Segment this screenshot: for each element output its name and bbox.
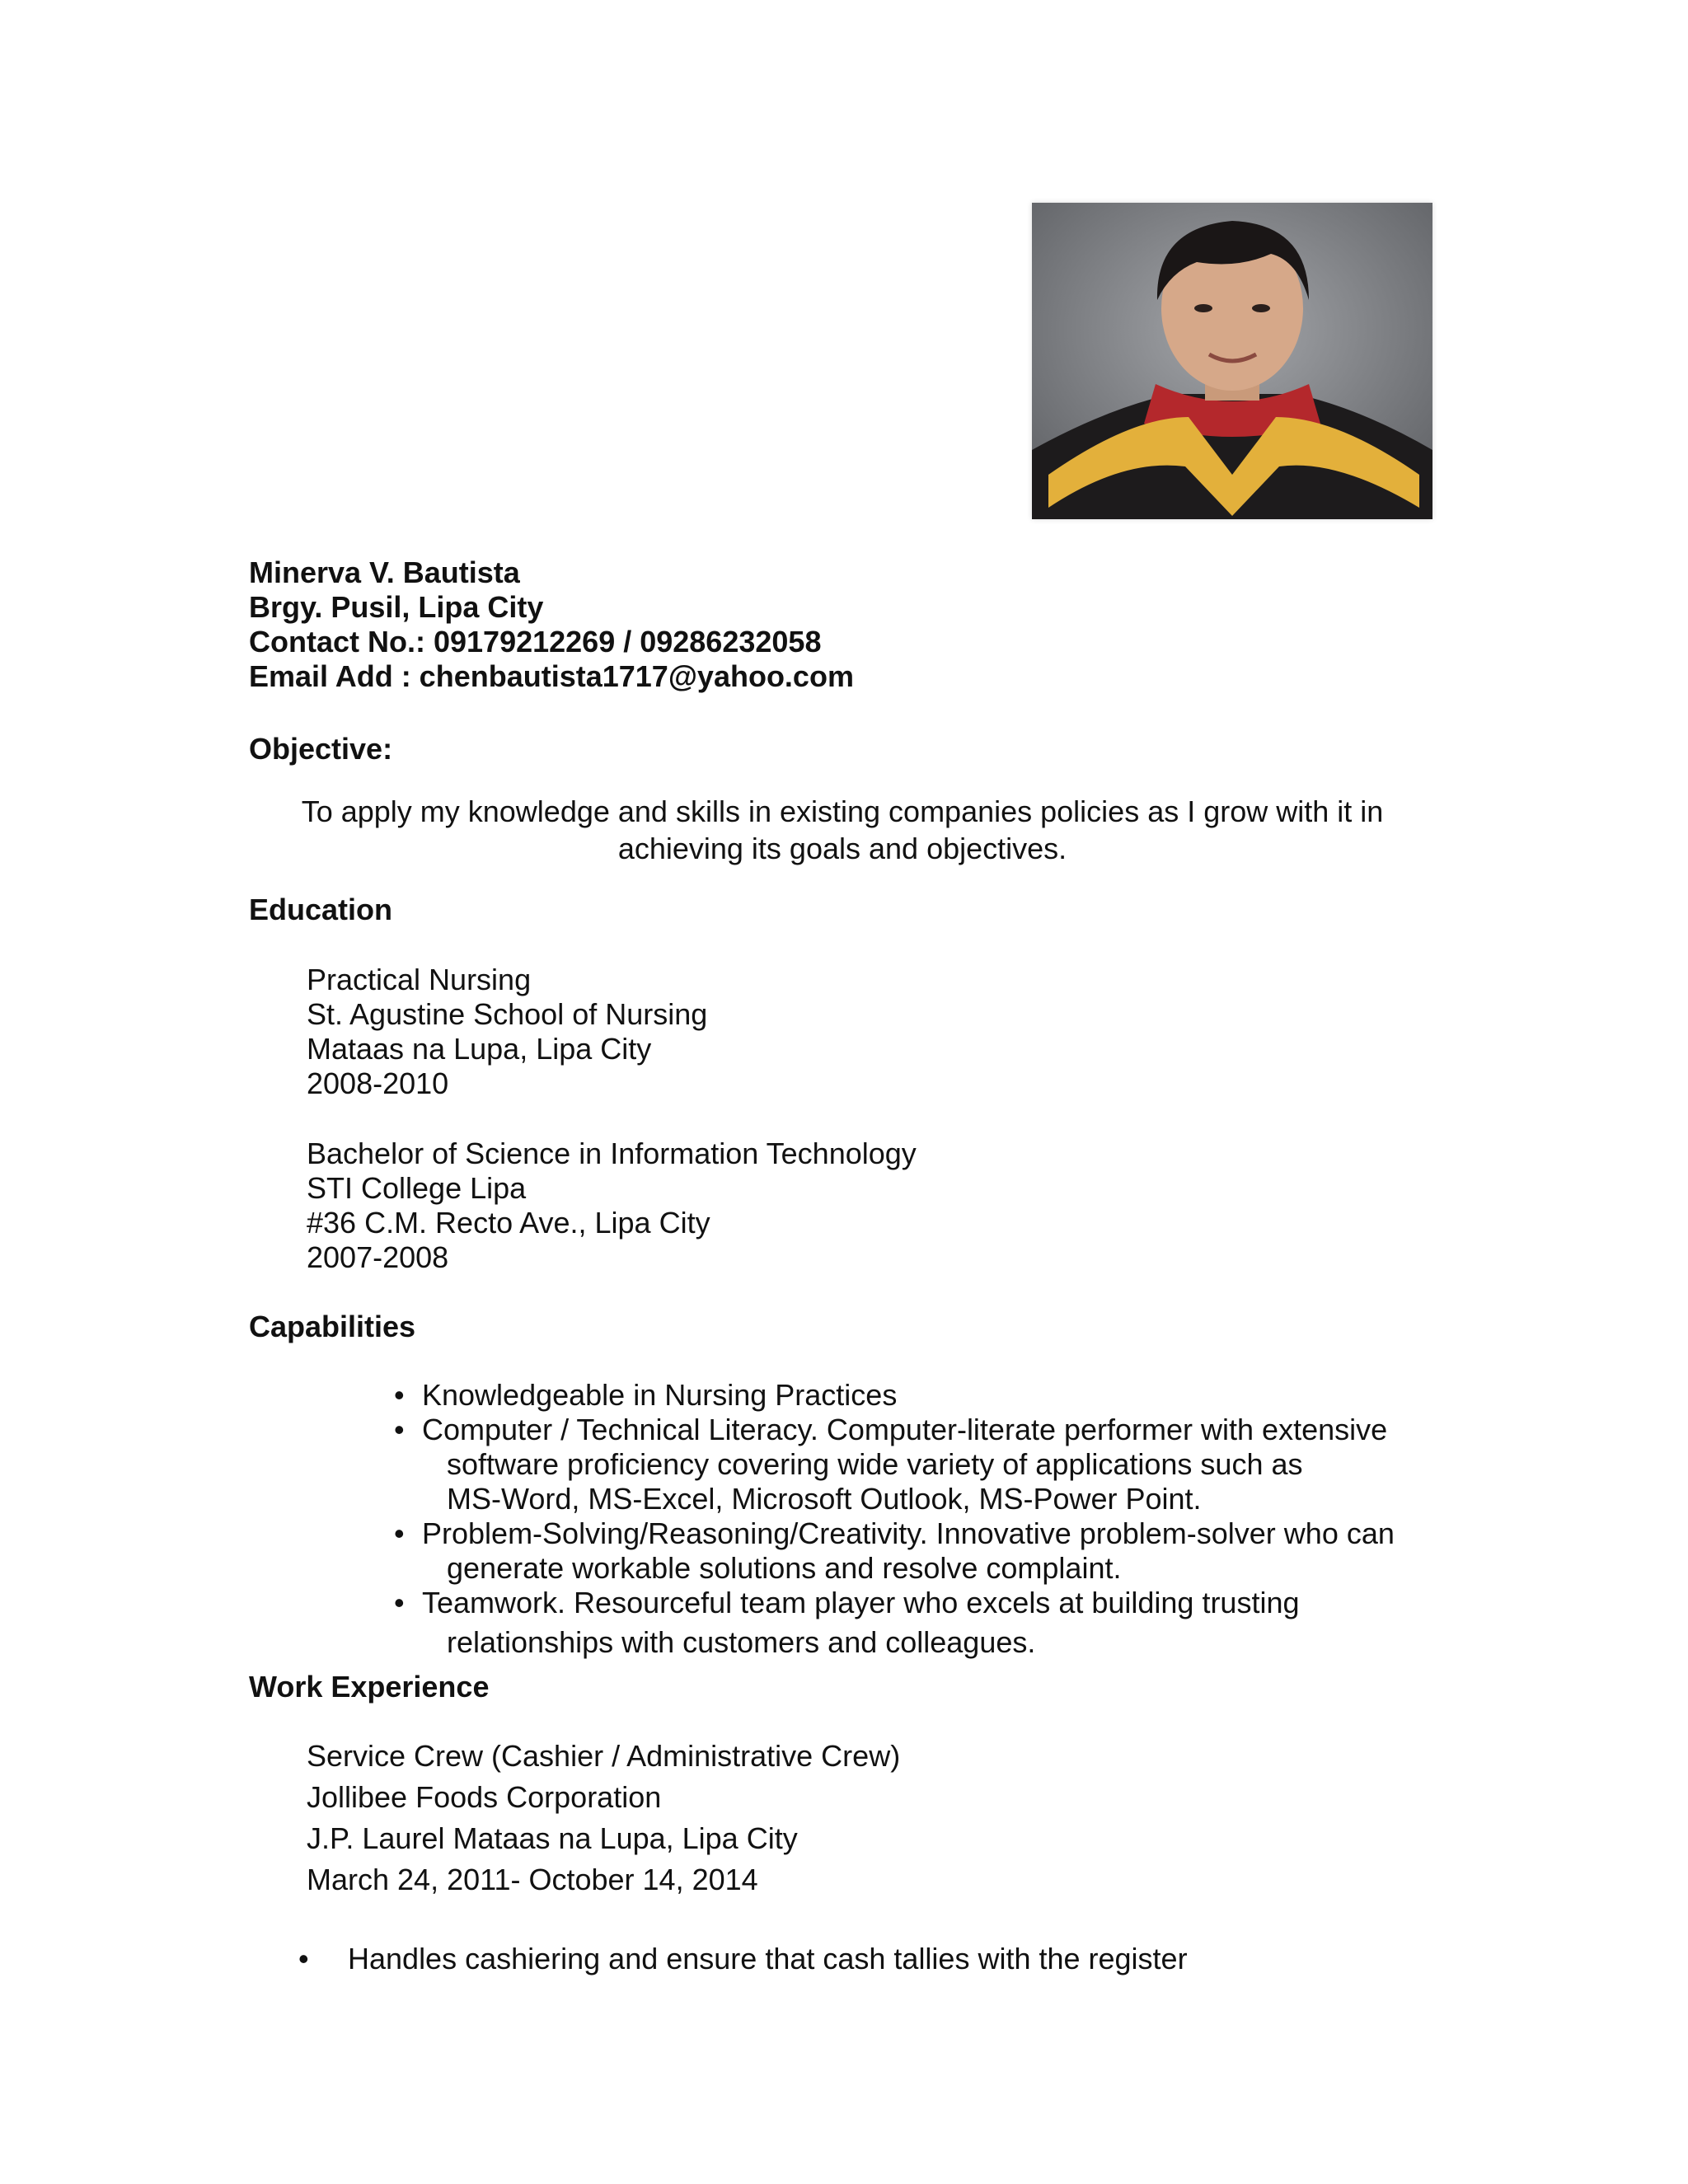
work-location: J.P. Laurel Mataas na Lupa, Lipa City <box>307 1821 798 1855</box>
work-duty-text: Handles cashiering and ensure that cash tallies with the register <box>348 1942 1188 1975</box>
education-heading: Education <box>249 893 393 926</box>
capability-text: Teamwork. Resourceful team player who excels at building trusting <box>422 1586 1300 1619</box>
capability-item <box>394 1413 1395 1516</box>
work-dates: March 24, 2011- October 14, 2014 <box>307 1863 758 1896</box>
applicant-name: Minerva V. Bautista <box>249 555 520 589</box>
capabilities-list <box>394 1378 1395 1660</box>
capability-text: software proficiency covering wide variety of applications such as <box>447 1447 1303 1481</box>
graduation-portrait-image <box>1032 203 1432 519</box>
bullet-icon: • <box>298 1942 309 1975</box>
education-location: Mataas na Lupa, Lipa City <box>307 1032 652 1066</box>
capability-text: Problem-Solving/Reasoning/Creativity. Innovative problem-solver who can <box>422 1516 1395 1550</box>
bullet-icon: • <box>394 1378 405 1412</box>
work-position: Service Crew (Cashier / Administrative Crew) <box>307 1739 901 1773</box>
objective-heading: Objective: <box>249 732 393 766</box>
bullet-icon: • <box>394 1586 405 1619</box>
capability-text: MS-Word, MS-Excel, Microsoft Outlook, MS-Power Point. <box>447 1482 1202 1516</box>
education-location: #36 C.M. Recto Ave., Lipa City <box>307 1206 710 1240</box>
education-course: Practical Nursing <box>307 963 532 996</box>
email-address: Email Add : chenbautista1717@yahoo.com <box>249 659 854 693</box>
profile-photo <box>1032 203 1432 519</box>
work-duty-item <box>298 1942 1188 1976</box>
capability-item <box>394 1586 1395 1660</box>
work-experience-heading: Work Experience <box>249 1670 490 1704</box>
contact-number: Contact No.: 09179212269 / 09286232058 <box>249 625 822 658</box>
education-years: 2007-2008 <box>307 1240 449 1274</box>
capability-item <box>394 1378 1395 1413</box>
capabilities-heading: Capabilities <box>249 1310 416 1343</box>
bullet-icon: • <box>394 1413 405 1446</box>
education-years: 2008-2010 <box>307 1066 449 1100</box>
education-school: STI College Lipa <box>307 1171 527 1205</box>
capability-text: relationships with customers and colleagues. <box>447 1625 1036 1659</box>
work-company: Jollibee Foods Corporation <box>307 1780 662 1814</box>
bullet-icon: • <box>394 1516 405 1550</box>
capability-text: Knowledgeable in Nursing Practices <box>422 1378 898 1412</box>
capability-text: Computer / Technical Literacy. Computer-literate performer with extensive <box>422 1413 1388 1446</box>
objective-text: To apply my knowledge and skills in existing companies policies as I grow with it in achieving its goals and objectives. <box>301 794 1384 865</box>
education-course: Bachelor of Science in Information Technology <box>307 1137 917 1170</box>
capability-text: generate workable solutions and resolve complaint. <box>447 1551 1122 1585</box>
capability-item <box>394 1516 1395 1586</box>
applicant-address: Brgy. Pusil, Lipa City <box>249 590 544 624</box>
education-school: St. Agustine School of Nursing <box>307 997 708 1031</box>
